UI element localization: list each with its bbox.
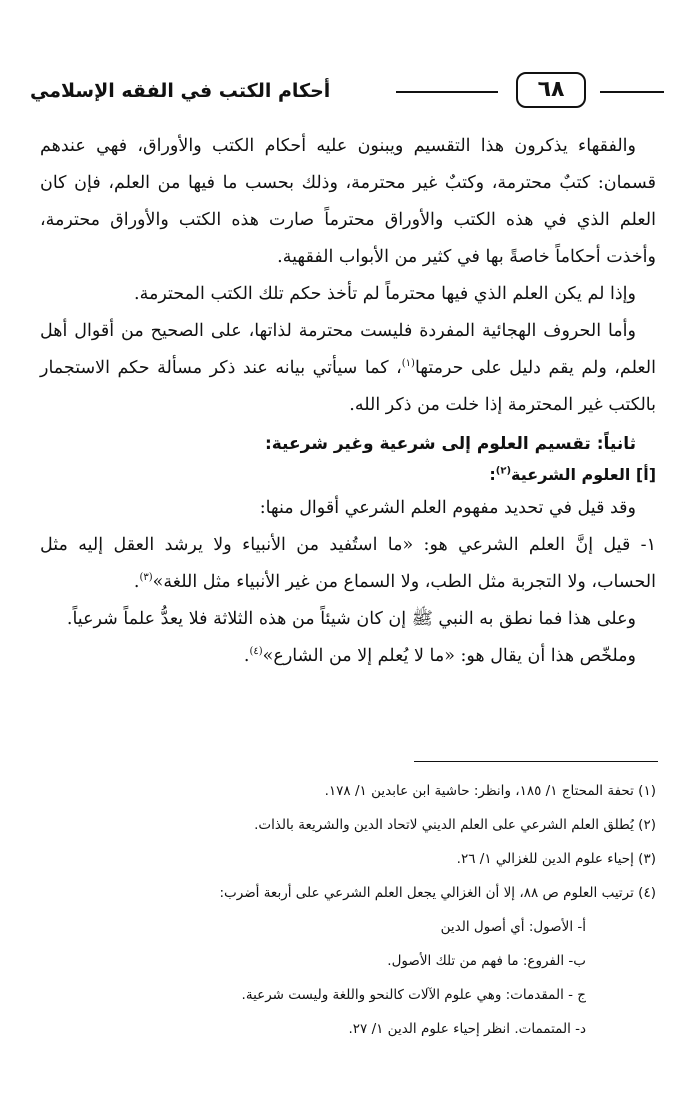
footnote-2: (٢) يُطلق العلم الشرعي على العلم الديني لاتحاد الدين والشريعة بالذات. <box>254 817 656 833</box>
section-heading: ثانياً: تقسيم العلوم إلى شرعية وغير شرعية: <box>264 434 636 454</box>
footnote-4-item-b: ب- الفروع: ما فهم من تلك الأصول. <box>387 953 586 969</box>
footnote-3: (٣) إحياء علوم الدين للغزالي ١/ ٢٦. <box>456 851 656 867</box>
paragraph-7-tail: . <box>243 646 250 666</box>
paragraph-6: وعلى هذا فما نطق به النبي ﷺ إن كان شيئاً من هذه الثلاثة فلا يعدُّ علماً شرعياً. <box>66 609 636 629</box>
header-rule-left <box>396 91 498 93</box>
footnotes <box>44 774 656 1046</box>
paragraph-3 <box>40 313 656 424</box>
paragraph-3-tail: ، كما سيأتي بيانه عند ذكر مسألة حكم الاستجمار بالكتب غير المحترمة إذا خلت من ذكر الله. <box>40 358 656 415</box>
main-text <box>40 128 656 675</box>
footnote-ref-1: (١) <box>401 358 415 370</box>
footnote-ref-2: (٢) <box>495 465 512 477</box>
footnote-separator <box>414 761 658 762</box>
book-title: أحكام الكتب في الفقه الإسلامي <box>30 80 331 102</box>
paragraph-4: وقد قيل في تحديد مفهوم العلم الشرعي أقوال منها: <box>259 498 636 518</box>
footnote-ref-4: (٤) <box>249 646 263 658</box>
footnote-4-item-a: أ- الأصول: أي أصول الدين <box>440 919 586 935</box>
footnote-ref-3: (٣) <box>139 572 153 584</box>
paragraph-7 <box>40 638 656 675</box>
header-rule-right <box>600 91 664 93</box>
footnote-4-item-c: ج - المقدمات: وهي علوم الآلات كالنحو واللغة وليست شرعية. <box>241 987 586 1003</box>
subsection-heading <box>40 460 656 490</box>
footnote-4: (٤) ترتيب العلوم ص ٨٨، إلا أن الغزالي يجعل العلم الشرعي على أربعة أضرب: <box>219 885 656 901</box>
paragraph-2: وإذا لم يكن العلم الذي فيها محترماً لم تأخذ حكم تلك الكتب المحترمة. <box>134 284 636 304</box>
footnote-4-item-d: د- المتممات. انظر إحياء علوم الدين ١/ ٢٧. <box>348 1021 586 1037</box>
paragraph-5 <box>40 527 656 601</box>
paragraph-5-text: ١- قيل إنَّ العلم الشرعي هو: «ما استُفيد من الأنبياء ولا يرشد العقل إليه مثل الحساب، ولا التجربة مثل الطب، ولا السماع من غير الأنبياء مثل اللغة» <box>40 535 656 592</box>
subsection-heading-text: [أ] العلوم الشرعية <box>511 465 656 484</box>
subsection-heading-colon: : <box>489 465 496 484</box>
footnote-1: (١) تحفة المحتاج ١/ ١٨٥، وانظر: حاشية ابن عابدين ١/ ١٧٨. <box>324 783 656 799</box>
paragraph-5-tail: . <box>133 572 140 592</box>
paragraph-3-text: وأما الحروف الهجائية المفردة فليست محترمة لذاتها، على الصحيح من أقوال أهل العلم، ولم يقم دليل على حرمتها <box>40 321 656 378</box>
paragraph-7-text: وملخّص هذا أن يقال هو: «ما لا يُعلم إلا من الشارع» <box>262 646 636 666</box>
running-header <box>30 68 664 112</box>
page-number: ٦٨ <box>516 72 586 108</box>
paragraph-1: والفقهاء يذكرون هذا التقسيم ويبنون عليه أحكام الكتب والأوراق، فهي عندهم قسمان: كتبٌ محترمة، وكتبٌ غير محترمة، وذلك بحسب ما فيها من العلم، فإن كان العلم الذي في هذه الكتب والأوراق محترماً صارت هذه الكتب والأوراق محترمة، وأخذت أحكاماً خاصةً بها في كثير من الأبواب الفقهية. <box>40 136 656 267</box>
